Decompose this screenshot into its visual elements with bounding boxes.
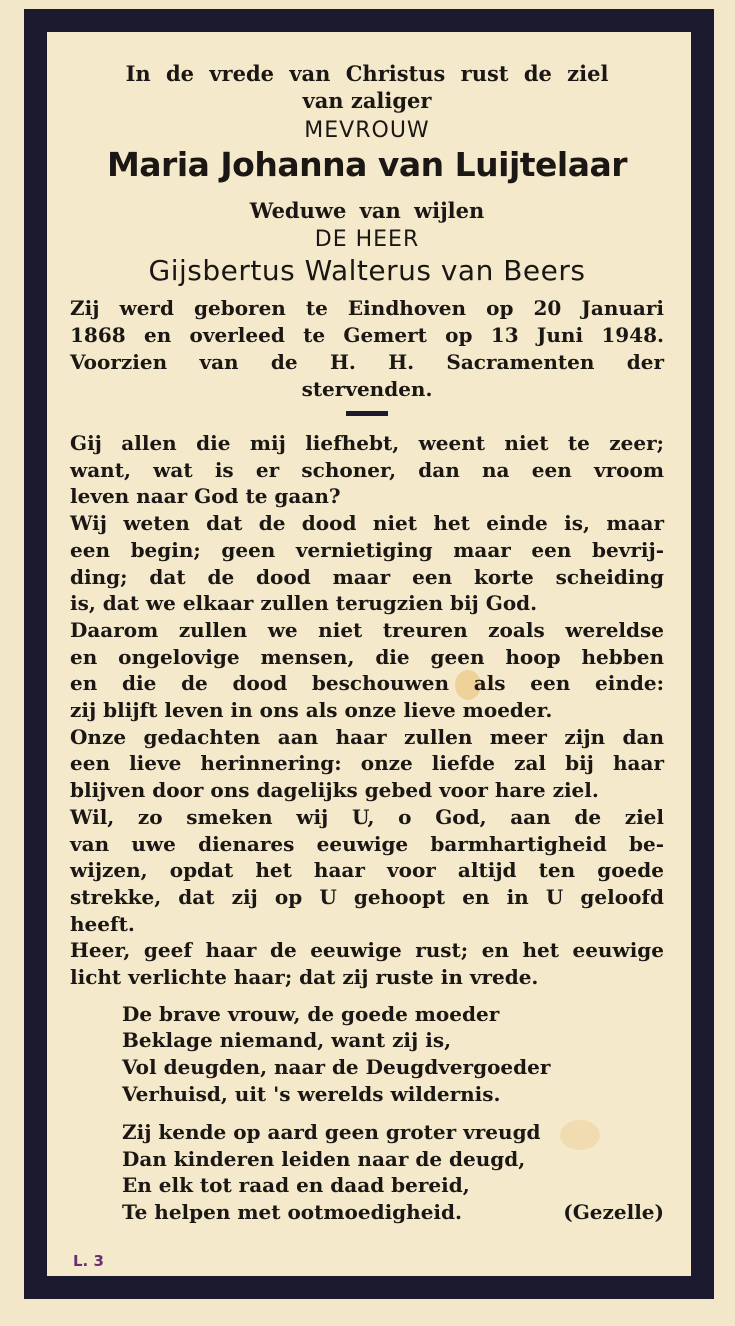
husband-name: Gijsbertus Walterus van Beers (148, 254, 586, 287)
husband-title: DE HEER (314, 227, 420, 252)
prayer-line: Onze gedachten aan haar zullen meer zijn dan (70, 724, 664, 749)
poem-line (122, 1199, 664, 1226)
poem-line: Dan kinderen leiden naar de deugd, (122, 1146, 526, 1171)
prayer-line: een begin; geen vernietiging maar een bevrij- (70, 537, 664, 562)
printer-code: L. 3 (73, 1252, 104, 1270)
prayer-line: licht verlichte haar; dat zij ruste in vrede. (70, 965, 539, 990)
poem-line: En elk tot raad en daad bereid, (122, 1173, 470, 1198)
birth-death-text (70, 295, 664, 403)
birth-line: stervenden. (301, 377, 433, 401)
birth-line: Voorzien van de H. H. Sacramenten der (70, 350, 664, 374)
birth-line: 1868 en overleed te Gemert op 13 Juni 1948. (70, 323, 664, 347)
divider-rule (346, 411, 388, 416)
prayer-line: ding; dat de dood maar een korte scheiding (70, 564, 664, 589)
prayer-line: en ongelovige mensen, die geen hoop hebben (70, 644, 664, 669)
poem-line: Verhuisd, uit 's werelds wildernis. (122, 1081, 501, 1106)
prayer-line: zij blijft leven in ons als onze lieve moeder. (70, 698, 553, 723)
intro-line: van zaliger (302, 88, 432, 113)
prayer-line: leven naar God te gaan? (70, 484, 341, 509)
prayer-line: van uwe dienares eeuwige barmhartigheid be- (70, 831, 664, 856)
poem (122, 1001, 664, 1226)
poem-line: Vol deugden, naar de Deugdvergoeder (122, 1054, 551, 1079)
prayer-line: is, dat we elkaar zullen terugzien bij God. (70, 591, 538, 616)
prayer-line: Wij weten dat de dood niet het einde is, maar (70, 511, 664, 536)
prayer-line: en die de dood beschouwen als een einde: (70, 671, 664, 696)
prayer-line: blijven door ons dagelijks gebed voor hare ziel. (70, 778, 599, 803)
prayer-line: een lieve herinnering: onze liefde zal bij haar (70, 751, 664, 776)
prayer-line: Heer, geef haar de eeuwige rust; en het eeuwige (70, 938, 664, 963)
widow-of-label: Weduwe van wijlen (249, 198, 485, 223)
poem-line-text: Te helpen met ootmoedigheid. (122, 1199, 462, 1224)
prayer-line: Wil, zo smeken wij U, o God, aan de ziel (70, 804, 664, 829)
deceased-name: Maria Johanna van Luijtelaar (106, 145, 628, 184)
prayer-line: heeft. (70, 911, 135, 936)
poem-line: Zij kende op aard geen groter vreugd (122, 1120, 541, 1145)
birth-line: Zij werd geboren te Eindhoven op 20 Januari (70, 296, 664, 320)
poem-line: Beklage niemand, want zij is, (122, 1028, 452, 1053)
prayer-line: strekke, dat zij op U gehoopt en in U geloofd (70, 884, 664, 909)
intro-line: In de vrede van Christus rust de ziel (125, 61, 609, 86)
prayer-line: want, wat is er schoner, dan na een vroom (70, 457, 664, 482)
prayer-line: wijzen, opdat het haar voor altijd ten goede (70, 858, 664, 883)
prayer-line: Gij allen die mij liefhebt, weent niet te zeer; (70, 431, 664, 455)
intro-text (70, 60, 664, 114)
poem-line: De brave vrouw, de goede moeder (122, 1001, 500, 1026)
prayer-line: Daarom zullen we niet treuren zoals wereldse (70, 617, 664, 642)
card-content (70, 60, 664, 1226)
poem-author: (Gezelle) (563, 1199, 664, 1224)
prayer-text (70, 430, 664, 991)
deceased-title: MEVROUW (304, 118, 430, 143)
